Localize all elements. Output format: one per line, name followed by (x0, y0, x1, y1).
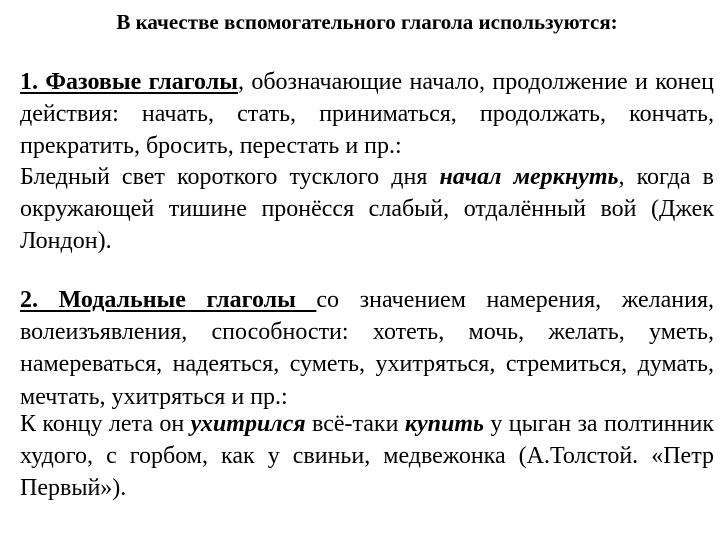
phase-verbs-example (20, 161, 714, 258)
modal-verbs-term: 2. Модальные глаголы (20, 287, 317, 313)
section-modal-verbs (20, 284, 714, 413)
section-phase-verbs (20, 66, 714, 163)
example2-middle: всё-таки (305, 411, 405, 437)
modal-verbs-description: со значением намерения, желания, волеизъявления, способности: хотеть, мочь, желать, уметь, намереваться, надеяться, суметь, ухитряться, стремиться, думать, мечтать, ухитряться и пр.: (20, 287, 715, 410)
page-title: В качестве вспомогательного глагола используются: (116, 10, 618, 34)
example1-after: , когда в окружающей тишине пронёсся слабый, отдалённый вой (Джек Лондон). (20, 164, 714, 255)
example1-before: Бледный свет короткого тусклого дня (20, 164, 440, 190)
phase-verbs-description: , обозначающие начало, продолжение и конец действия: начать, стать, приниматься, продолжать, кончать, прекратить, бросить, перестать и пр.: (20, 69, 715, 160)
phase-verbs-term: 1. Фазовые глаголы (20, 69, 238, 95)
modal-verbs-example (20, 408, 714, 505)
example2-before: К концу лета он (20, 411, 191, 437)
example2-after: у цыган за полтинник худого, с горбом, как у свиньи, медвежонка (А.Толстой. «Петр Первый»). (20, 411, 714, 502)
example2-highlight-1: ухитрился (190, 411, 306, 437)
example2-highlight-2: купить (404, 411, 484, 437)
example1-highlight: начал меркнуть (439, 164, 619, 190)
